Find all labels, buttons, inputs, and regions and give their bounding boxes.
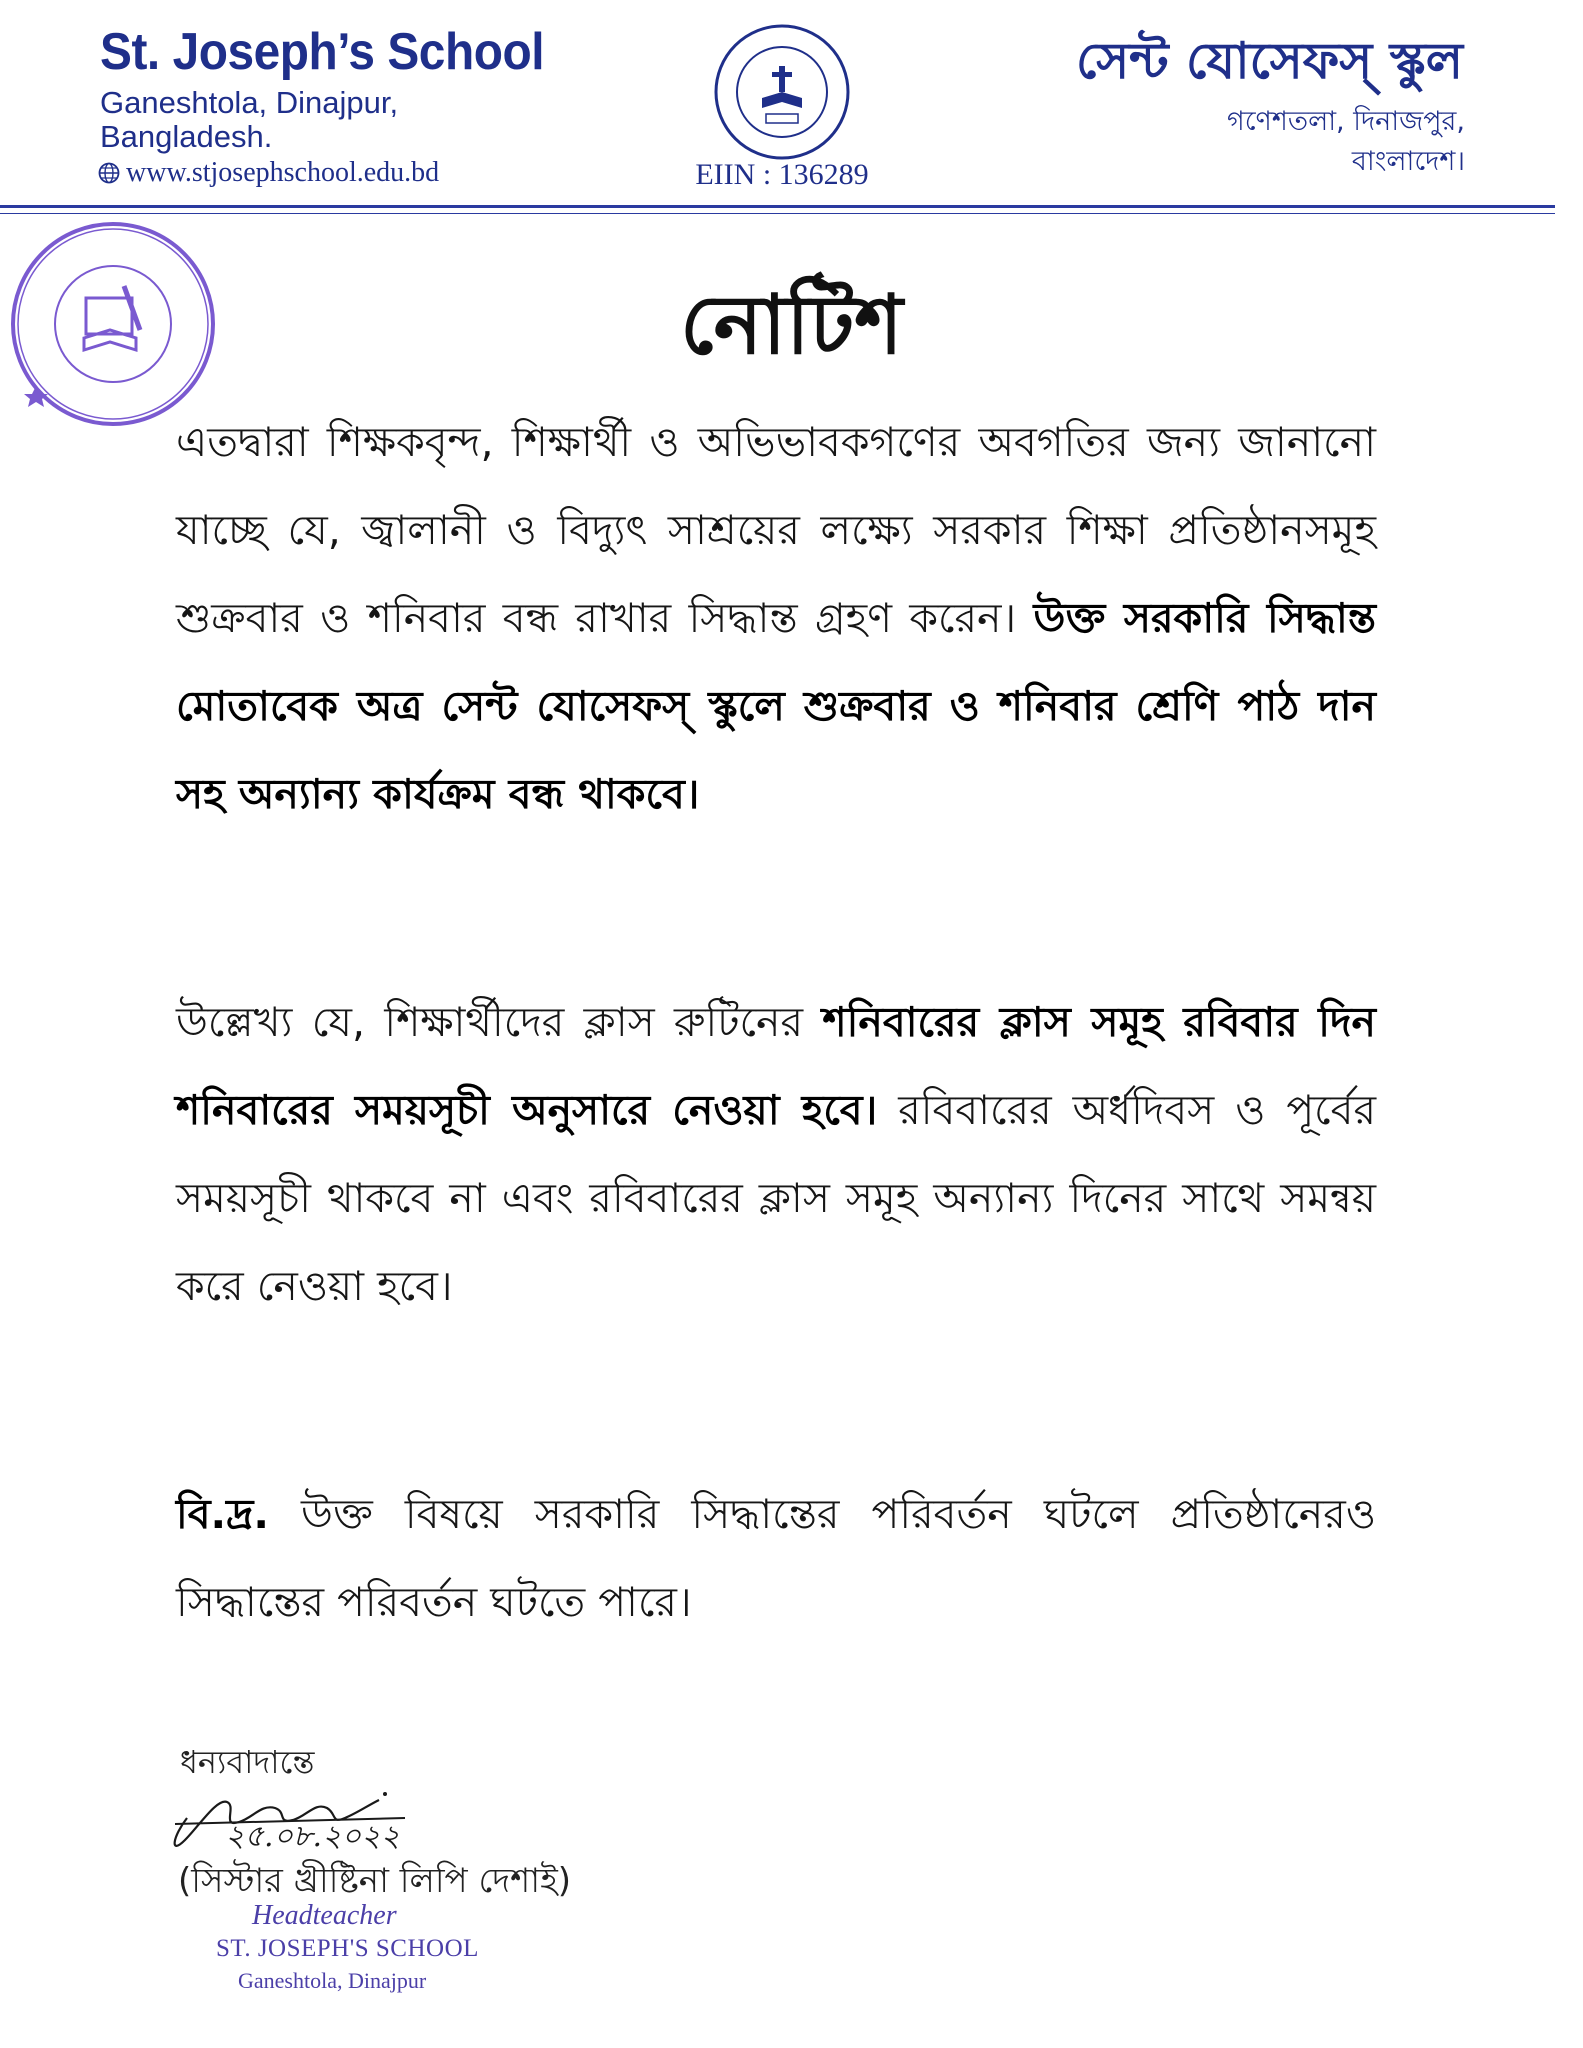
address-en-line1: Ganeshtola, Dinajpur, bbox=[100, 85, 399, 120]
seal-role: Headteacher bbox=[252, 1900, 397, 1931]
p3-bold-label: বি.দ্র. bbox=[176, 1490, 269, 1538]
school-name-bn: সেন্ট যোসেফস্ স্কুল bbox=[1075, 32, 1463, 90]
seal-place: Ganeshtola, Dinajpur bbox=[238, 1968, 427, 1993]
website bbox=[98, 157, 439, 189]
address-en-line2: Bangladesh. bbox=[100, 119, 273, 154]
p2-bold-text: শনিবারের ক্লাস সমূহ রবিবার দিন শনিবারের সময়সূচী অনুসারে নেওয়া হবে। bbox=[176, 998, 1377, 1134]
eiin-number: EIIN : 136289 bbox=[695, 158, 869, 191]
p1-normal-text: এতদ্বারা শিক্ষকবৃন্দ, শিক্ষার্থী ও অভিভাবকগণের অবগতির জন্য জানানো যাচ্ছে যে, জ্বালানী ও বিদ্যুৎ সাশ্রয়ের লক্ষ্যে সরকার শিক্ষা প্রতিষ্ঠানসমূহ শুক্রবার ও শনিবার বন্ধ রাখার সিদ্ধান্ত গ্রহণ করেন। bbox=[176, 418, 1376, 642]
notice-title: নোটিশ bbox=[680, 278, 903, 373]
globe-icon bbox=[98, 162, 120, 184]
p3-normal-text: উক্ত বিষয়ে সরকারি সিদ্ধান্তের পরিবর্তন ঘটলে প্রতিষ্ঠানেরও সিদ্ধান্তের পরিবর্তন ঘটতে পারে। bbox=[176, 1490, 1376, 1626]
header-divider bbox=[0, 205, 1555, 208]
address-bn-line2: বাংলাদেশ। bbox=[1351, 146, 1465, 177]
p2-normal-text-b: রবিবারের অর্ধদিবস ও পূর্বের সময়সূচী থাকবে না এবং রবিবারের ক্লাস সমূহ অন্যান্য দিনের সাথে সমন্বয় করে নেওয়া হবে। bbox=[176, 1086, 1376, 1310]
school-crest-logo bbox=[712, 22, 852, 162]
school-address-bn bbox=[1085, 102, 1465, 182]
closing-text: ধন্যবাদান্তে bbox=[180, 1743, 315, 1781]
school-name-en: St. Joseph’s School bbox=[100, 23, 545, 81]
signature-date: ২৫.০৮.২০২২ bbox=[225, 1819, 401, 1854]
p1-bold-text: উক্ত সরকারি সিদ্ধান্ত মোতাবেক অত্র সেন্ট যোসেফস্ স্কুলে শুক্রবার ও শনিবার শ্রেণি পাঠ দান সহ অন্যান্য কার্যক্রম বন্ধ থাকবে। bbox=[176, 594, 1376, 818]
address-bn-line1: গণেশতলা, দিনাজপুর, bbox=[1227, 106, 1465, 137]
header-divider-thin bbox=[0, 213, 1555, 214]
notice-paragraph-1 bbox=[176, 398, 1376, 838]
school-address-en bbox=[100, 86, 398, 154]
signer-name: (সিস্টার খ্রীষ্টিনা লিপি দেশাই) bbox=[178, 1861, 572, 1901]
seal-school: ST. JOSEPH'S SCHOOL bbox=[216, 1935, 479, 1962]
notice-paragraph-2 bbox=[176, 978, 1376, 1330]
p2-normal-text-a: উল্লেখ্য যে, শিক্ষার্থীদের ক্লাস রুটিনের bbox=[176, 998, 823, 1046]
notice-paragraph-3 bbox=[176, 1470, 1376, 1646]
website-url: www.stjosephschool.edu.bd bbox=[126, 157, 440, 188]
